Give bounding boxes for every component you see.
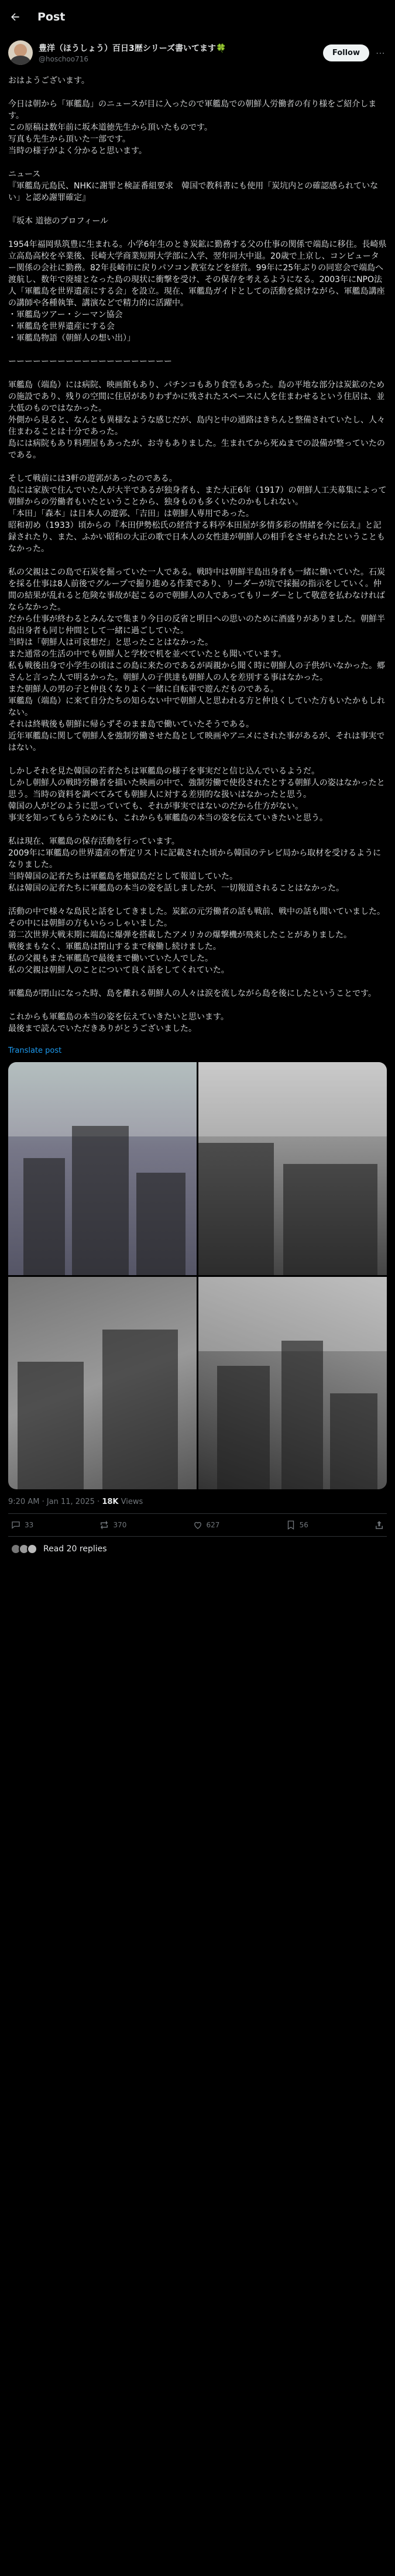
post-paragraph: 『坂本 道徳のプロフィール (8, 217, 109, 226)
action-bar (8, 1514, 387, 1537)
post-content (0, 68, 395, 1554)
views-label: Views (121, 1497, 143, 1506)
post-paragraph: 今日は朝から「軍艦島」のニュースが目に入ったので軍艦島での朝鮮人労働者の有り様をご紹介します。 この原稿は数年前に坂本道徳先生から頂いたものです。 写真も先生から頂いた一部です。 当時の様子がよく分かると思います。 (8, 99, 377, 156)
bookmark-count: 56 (299, 1521, 308, 1529)
post-photo[interactable] (198, 1062, 387, 1275)
read-replies[interactable] (8, 1544, 387, 1554)
repost-button[interactable] (99, 1520, 126, 1530)
repost-icon (99, 1520, 109, 1530)
post-paragraph: これからも軍艦島の本当の姿を伝えていきたいと思います。 最後まで読んでいただきありがとうございました。 (8, 1012, 229, 1033)
author-handle[interactable]: @hoschoo716 (39, 55, 88, 63)
top-bar (0, 0, 395, 34)
share-icon (374, 1520, 384, 1530)
author-info (39, 42, 323, 63)
author-name[interactable]: 豊洋（ほうしょう）百日3歴シリーズ書いてます🍀 (39, 44, 226, 53)
like-count: 627 (206, 1521, 220, 1529)
post-photo[interactable] (8, 1062, 197, 1275)
bookmark-button[interactable] (286, 1520, 308, 1530)
post-paragraph: しかしそれを見た韓国の若者たちは軍艦島の様子を事実だと信じ込んでいるようだ。 しかし朝鮮人の戦時労働者を描いた映画の中で、強制労働で使役されたとする朝鮮人の姿はなかったと思う。当時の資料を調べてみても朝鮮人に対する差別的な扱いはなかったと思う。 韓国の人がどのように思っていても、それが事実ではないのだから仕方がない。 事実を知ってもらうためにも、これからも軍艦島の本当の姿を伝えていきたいと思う。 (8, 767, 385, 823)
post-paragraph: 軍艦島（端島）には病院、映画館もあり、パチンコもあり食堂もあった。島の平地な部分は炭鉱のための施設であり、残りの空間に住居がありわずかに残されたスペースに人を住まわせるという住居は、並大低のものではなかった。 外側から見ると、なんとも異様なような感じだが、島内と中の通路はきちんと整備されていたし、人々住まわることは十分であった。 島には病院もあり料理屋もあったが、お寺もありました。生まれてから死ぬまでの設備が整っていたのである。 (8, 380, 385, 460)
page-title: Post (37, 11, 66, 23)
author-row (0, 34, 395, 68)
post-paragraph: ニュース 『軍艦島元島民、NHKに謝罪と検証番組要求 韓国で教科書にも使用「炭坑内との確認感られていない」と認め謝罪確定』 (8, 170, 379, 202)
post-paragraph: 私は現在、軍艦島の保存活動を行っています。 2009年に軍艦島の世界遺産の暫定リストに記載された頃から韓国のテレビ局から取材を受けるようになりました。 当時韓国の記者たちは軍艦島を地獄島だとして報道していた。 私は韓国の記者たちに軍艦島の本当の姿を話しましたが、一切報道されることはなかった。 (8, 837, 382, 893)
read-replies-label: Read 20 replies (43, 1544, 107, 1554)
post-photo[interactable] (198, 1277, 387, 1490)
post-divider-text: ーーーーーーーーーーーーーーーーーーーー (8, 357, 172, 366)
translate-post-link[interactable]: Translate post (8, 1046, 62, 1055)
post-meta: 9:20 AM · Jan 11, 2025 · 18K Views (8, 1489, 387, 1514)
share-button[interactable] (374, 1520, 384, 1530)
post-photo[interactable] (8, 1277, 197, 1490)
photo-grid (8, 1062, 387, 1489)
repost-count: 370 (113, 1521, 127, 1529)
more-options-icon[interactable]: ⋯ (376, 47, 385, 59)
follow-button[interactable]: Follow (323, 44, 369, 61)
views-count: 18K (102, 1497, 119, 1506)
reply-count: 33 (25, 1521, 34, 1529)
reply-icon (11, 1520, 21, 1530)
reply-button[interactable] (11, 1520, 33, 1530)
bookmark-icon (286, 1520, 296, 1530)
post-paragraph: 活動の中で様々な島民と話をしてきました。炭鉱の元労働者の話も戦前、戦中の話も聞いていました。その中には朝鮮の方もいらっしゃいました。 第二次世界大戦末期に端島に爆弾を搭載したアメリカの爆撃機が飛来したことがありました。 戦後まもなく、軍艦島は閉山するまで稼働し続けました。 私の父親もまた軍艦島で最後まで働いていた人でした。 私の父親は朝鮮人のことについて良く話をしてくれていた。 軍艦島が閉山になった時、島を離れる朝鮮人の人々は涙を流しながら島を後にしたということです。 (8, 907, 385, 998)
heart-icon (193, 1520, 203, 1530)
post-timestamp[interactable]: 9:20 AM · Jan 11, 2025 (8, 1497, 95, 1506)
reply-avatar (27, 1544, 37, 1554)
avatar[interactable] (8, 40, 33, 65)
post-paragraph: そして戦前には3軒の遊郭があったのである。 島には家族で住んでいた人が大半であるが独身者も、また大正6年（1917）の朝鮮人工夫募集によって朝鮮からの労働者もいたということから、独身ものも多くいたのかもしれない。 「本田」「森本」は日本人の遊郭、「吉田」は朝鮮人専用であった。 昭和初め（1933）頃からの『本田伊勢松氏の経営する料亭本田屋が多情多彩の情緒を今に伝え』と記録されたり、また、ふかい昭和の大正の歌で日本人の女性達が朝鮮人の相手をさせられたということもなかった。 私の父親はこの島で石炭を掘っていた一人である。戦時中は朝鮮半島出身者も一緒に働いていた。石炭を採る仕事は8人前後でグループで掘り進める作業であり、リーダーが坑で採掘の指示をしていく。仲間の結果が乱れると危険な事故が起こるので朝鮮人の人であってもリーダーとして敬意を払わなければならなかった。 だから仕事が終わるとみんなで集まり今日の反省と明日への思いのために酒盛りがありました。朝鮮半島出身者も同じ仲間として一緒に過ごしていた。 当時は「朝鮮人は可哀想だ」と思ったことはなかった。 また通常の生活の中でも朝鮮人と学校で机を並べていたとも聞いています。 私も戦後出身で小学生の頃はこの島に来たのであるが両親から聞く時に朝鮮人の子供がいなかった。郷さんと言った人で明るかった。朝鮮人の子供達も朝鮮人の人を差別する事はなかった。 また朝鮮人の男の子と仲良くなりよく一緒に自転車で遊んだものである。 軍艦島（端島）に来て自分たちの知らない中で朝鮮人と思われる方と仲良くしていた方もいたかもしれない。 それは終戦後も朝鮮に帰らずそのまま島で働いていたそうである。 近年軍艦島に関して朝鮮人を強制労働させた島として映画やアニメにされた事があるが、それは事実ではない。 (8, 474, 387, 753)
post-paragraph: おはようございます。 (8, 76, 90, 85)
back-arrow-icon[interactable] (8, 10, 22, 24)
post-paragraph: 1954年福岡県筑豊に生まれる。小学6年生のとき炭鉱に勤務する父の仕事の関係で端島に移住。長崎県立高島高校を卒業後、長崎大学商業短期大学部に入学、翌年同大中退。20歳で上京し、コンピューター関係の会社に勤務。82年長崎市に戻りパソコン教室などを経営。99年に25年ぶりの同窓会で端島へ渡航し、数年で廃墟となった島の現状に衝撃を受け、その保存を考えるようになる。2003年にNPO法人「軍艦島を世界遺産にする会」を設立。現在、軍艦島ガイドとしての活動を続けながら、軍艦島講座の講師や各種執筆、講演などで精力的に活躍中。 ・軍艦島ツアー・シーマン協会 ・軍艦島を世界遺産にする会 ・軍艦島物語（朝鮮人の想い出）」 (8, 240, 387, 343)
like-button[interactable] (193, 1520, 220, 1530)
